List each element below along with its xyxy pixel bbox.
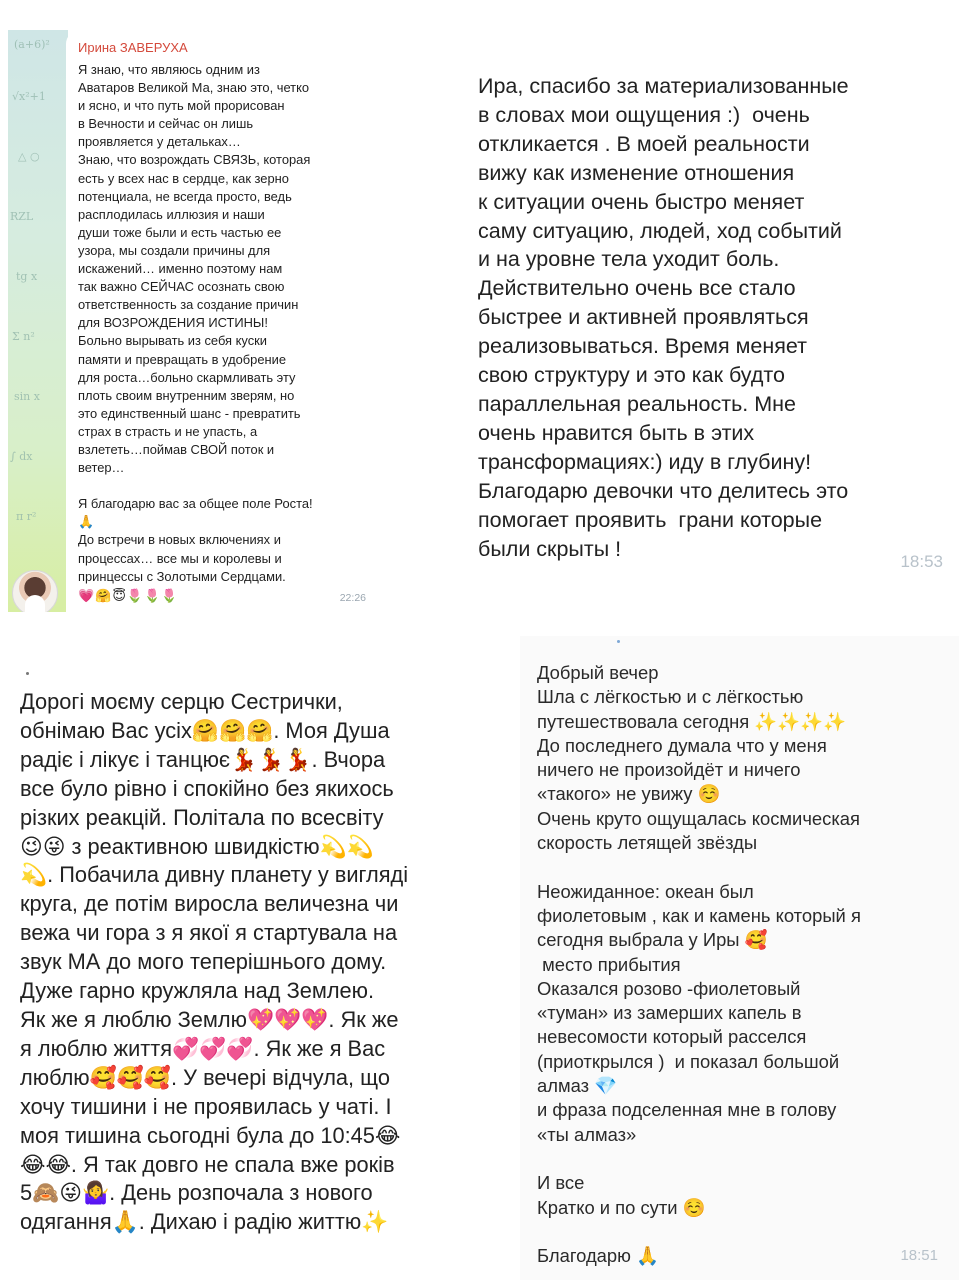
message-line: вижу как изменение отношения <box>478 160 795 185</box>
message-line: так важно СЕЙЧАС осознать свою <box>78 279 285 295</box>
message-line: обнімаю Вас усіх🤗🤗🤗. Моя Душа <box>20 717 390 743</box>
message-line: потенциала, не всегда просто, ведь <box>78 188 292 204</box>
message-line: расплодилась иллюзия и наши <box>78 206 265 222</box>
message-line: Больно вырывать из себя куски <box>78 333 267 349</box>
message-reply-ira <box>478 72 959 582</box>
message-line: радіє і лікує і танцює💃💃💃. Вчора <box>20 746 386 772</box>
message-line: реализовываться. Время меняет <box>478 334 807 359</box>
message-line: есть у всех нас в сердце, как зерно <box>78 170 289 186</box>
message-line: быстрее и активней проявляться <box>478 305 809 330</box>
message-line: Я благодарю вас за общее поле Роста! <box>78 496 313 512</box>
message-line: принцессы с Золотыми Сердцами. <box>78 568 286 584</box>
message-line: в Вечности и сейчас он лишь <box>78 116 254 132</box>
message-line: были скрыты ! <box>478 536 622 561</box>
message-time: 18:51 <box>900 1247 938 1264</box>
decorative-dot <box>617 640 620 643</box>
message-line: к ситуации очень быстро меняет <box>478 189 805 214</box>
message-text <box>20 688 408 1237</box>
message-line: помогает проявить грани которые <box>478 507 823 532</box>
message-line: ничего не произойдёт и ничего <box>537 759 801 781</box>
message-line: в словах мои ощущения :) очень <box>478 102 810 127</box>
message-line: Аватаров Великой Ма, знаю это, четко <box>78 80 310 96</box>
message-line: До последнего думала что у меня <box>537 734 827 756</box>
message-line: одягання🙏. Дихаю і радію життю✨ <box>20 1209 389 1235</box>
message-text <box>537 661 861 1268</box>
message-line: это единственный шанс - превратить <box>78 405 301 421</box>
decorative-dot <box>26 672 29 675</box>
message-line: «ты алмаз» <box>537 1123 637 1145</box>
message-line: Як же я люблю Землю💖💖💖. Як же <box>20 1006 399 1032</box>
message-line: саму ситуацию, людей, ход событий <box>478 218 842 243</box>
message-line: Неожиданное: океан был <box>537 880 754 902</box>
message-line: Добрый вечер <box>537 662 659 683</box>
message-line: невесомости который расселся <box>537 1026 807 1048</box>
message-line: взлететь…поймав СВОЙ поток и <box>78 441 275 457</box>
chat-screenshot-irina <box>0 22 468 612</box>
message-line: я люблю життя💞💞💞. Як же я Вас <box>20 1035 386 1061</box>
message-line: 😉😜 з реактивною швидкістю💫💫 <box>20 833 374 859</box>
message-line: хочу тишини і не проявилась у чаті. І <box>20 1093 392 1119</box>
message-time: 18:53 <box>900 552 943 571</box>
message-line: свою структуру и это как будто <box>478 363 785 388</box>
message-line: «такого» не увижу ☺️ <box>537 783 721 805</box>
message-line: Шла с лёгкостью и с лёгкостью <box>537 686 804 708</box>
message-line: сегодня выбрала у Иры 🥰 <box>537 929 768 951</box>
emoji-line: 💗🤗😇🌷🌷🌷 <box>78 587 179 603</box>
message-line: проявляется у детальках… <box>78 134 241 150</box>
message-line: фиолетовым , как и камень который я <box>537 904 861 926</box>
chat-wallpaper: (a+6)² √x²+1 △ ○ RZL tg x Σ n² sin x ∫ dx π r² <box>8 30 68 612</box>
message-line: памяти и превращать в удобрение <box>78 351 287 367</box>
message-line: «туман» из замерших капель в <box>537 1002 802 1024</box>
message-line: різких реакцій. Політала по всесвіту <box>20 804 384 830</box>
message-text <box>478 72 959 563</box>
message-line: ответственность за создание причин <box>78 297 299 313</box>
message-evening <box>520 636 959 1280</box>
message-line: Очень круто ощущалась космическая <box>537 807 860 829</box>
message-ukrainian <box>0 664 505 1280</box>
message-line: Знаю, что возрождать СВЯЗЬ, которая <box>78 152 311 168</box>
message-line: искажений… именно поэтому нам <box>78 261 283 277</box>
message-line <box>537 1147 861 1171</box>
message-line: Благодарю 🙏 <box>537 1245 659 1267</box>
message-bubble <box>66 30 466 612</box>
message-line: Дорогі моєму серцю Сестрички, <box>20 689 343 714</box>
message-line: До встречи в новых включениях и <box>78 532 281 548</box>
message-line: скорость летящей звёзды <box>537 832 758 854</box>
message-line: (приоткрылся ) и показал большой <box>537 1050 840 1072</box>
message-line: 💫. Побачила дивну планету у вигляді <box>20 862 409 888</box>
message-line: И все <box>537 1172 585 1194</box>
message-line: узора, мы создали причины для <box>78 242 271 258</box>
message-line: Кратко и по сути ☺️ <box>537 1196 706 1218</box>
message-line: и на уровне тела уходит боль. <box>478 247 780 272</box>
message-line: 😂😂. Я так довго не спала вже років <box>20 1151 395 1177</box>
message-line: ветер… <box>78 460 125 476</box>
message-line: Оказался розово -фиолетовый <box>537 977 801 999</box>
message-line: звук МА до мого теперішнього дому. <box>20 949 387 975</box>
message-line: 5🙈😜🤷‍♀️. День розпочала з нового <box>20 1180 373 1206</box>
message-line: Благодарю девочки что делитесь это <box>478 478 849 503</box>
message-line: Ира, спасибо за материализованные <box>478 74 849 98</box>
message-line: и фраза подселенная мне в голову <box>537 1099 837 1121</box>
message-time: 22:26 <box>339 592 366 604</box>
message-line: вежа чи гора з я якої я стартувала на <box>20 920 398 946</box>
message-line: процессах… все мы и королевы и <box>78 550 282 566</box>
message-line: очень нравится быть в этих <box>478 420 755 445</box>
message-line <box>78 477 454 495</box>
message-line <box>537 1220 861 1244</box>
sender-avatar[interactable] <box>12 570 58 612</box>
message-line: круга, де потім виросла величезна чи <box>20 891 399 917</box>
message-line <box>537 855 861 879</box>
message-line: место прибытия <box>537 953 681 975</box>
message-line: алмаз 💎 <box>537 1075 618 1097</box>
message-line: параллельная реальность. Мне <box>478 391 796 416</box>
message-line: плоть своим внутренним зверям, но <box>78 387 295 403</box>
message-line: все було рівно і спокійно без якихось <box>20 775 394 801</box>
message-line: трансформациях:) иду в глубину! <box>478 449 812 474</box>
message-line: Я знаю, что являюсь одним из <box>78 62 260 77</box>
message-line: для ВОЗРОЖДЕНИЯ ИСТИНЫ! <box>78 315 268 331</box>
message-text <box>78 61 454 586</box>
message-line: откликается . В моей реальности <box>478 131 810 156</box>
message-line: души тоже были и есть частью ее <box>78 224 282 240</box>
message-line: люблю🥰🥰🥰. У вечері відчула, що <box>20 1064 390 1090</box>
message-line: 🙏 <box>78 514 95 530</box>
message-line: Действительно очень все стало <box>478 276 796 301</box>
message-line: Дуже гарно кружляла над Землею. <box>20 978 375 1004</box>
message-line: страх в страсть и не упасть, а <box>78 423 258 439</box>
sender-name[interactable]: Ирина ЗАВЕРУХА <box>78 40 188 55</box>
message-line: для роста…больно скармливать эту <box>78 369 296 385</box>
message-line: и ясно, и что путь мой прорисован <box>78 98 285 114</box>
message-line: путешествовала сегодня ✨✨✨✨ <box>537 710 846 732</box>
message-line: моя тишина сьогодні була до 10:45😂 <box>20 1122 401 1148</box>
